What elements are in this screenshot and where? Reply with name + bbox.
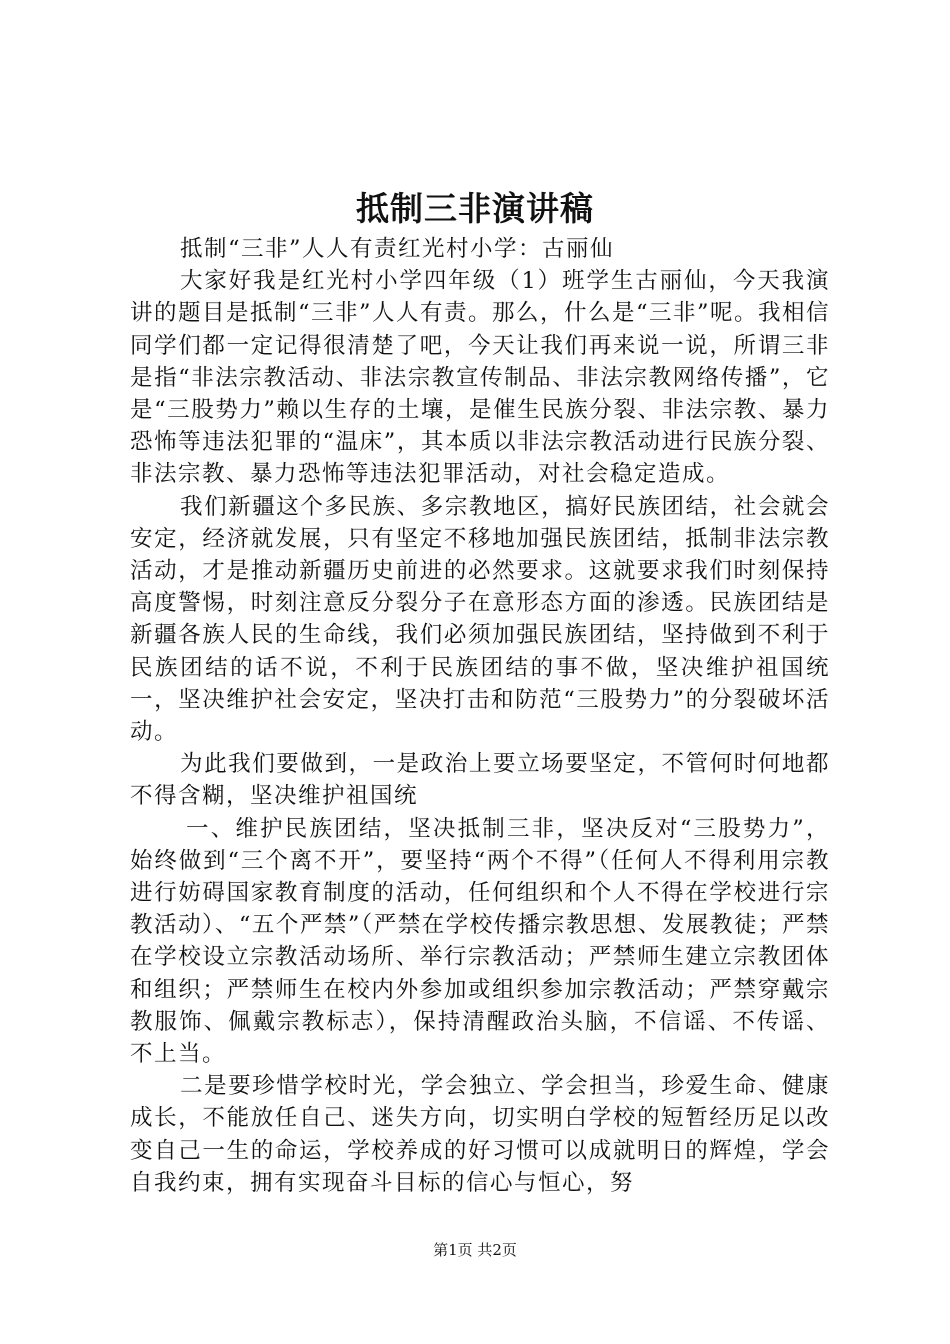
xinjiang-paragraph: 我们新疆这个多民族、多宗教地区，搞好民族团结，社会就会安定，经济就发展，只有坚定不移地加强民族团结，抵制非法宗教活动，才是推动新疆历史前进的必然要求。这就要求我们时刻保持高度警惕，时刻注意反分裂分子在意形态方面的渗透。民族团结是新疆各族人民的生命线，我们必须加强民族团结，坚持做到不利于民族团结的话不说，不利于民族团结的事不做，坚决维护祖国统一，坚决维护社会安定，坚决打击和防范“三股势力”的分裂破坏活动。	[130, 493, 830, 746]
document-body	[130, 233, 830, 1199]
document-title: 抵制三非演讲稿	[356, 189, 594, 228]
intro-paragraph: 大家好我是红光村小学四年级（1）班学生古丽仙，今天我演讲的题目是抵制“三非”人人有责。那么，什么是“三非”呢。我相信同学们都一定记得很清楚了吧，今天让我们再来说一说，所谓三非是指“非法宗教活动、非法宗教宣传制品、非法宗教网络传播”，它是“三股势力”赖以生存的土壤，是催生民族分裂、非法宗教、暴力恐怖等违法犯罪的“温床”，其本质以非法宗教活动进行民族分裂、非法宗教、暴力恐怖等违法犯罪活动，对社会稳定造成。	[130, 268, 831, 488]
unity-paragraph: 一、维护民族团结，坚决抵制三非，坚决反对“三股势力”，始终做到“三个离不开”，要坚持“两个不得”（任何人不得利用宗教进行妨碍国家教育制度的活动，任何组织和个人不得在学校进行宗教活动）、“五个严禁”（严禁在学校传播宗教思想、发展教徒；严禁在学校设立宗教活动场所、举行宗教活动；严禁师生建立宗教团体和组织；严禁师生在校内外参加或组织参加宗教活动；严禁穿戴宗教服饰、佩戴宗教标志），保持清醒政治头脑，不信谣、不传谣、不上当。	[130, 815, 830, 1068]
page-number-footer: 第1页 共2页	[433, 1241, 517, 1259]
first-point-paragraph: 为此我们要做到，一是政治上要立场要坚定，不管何时何地都不得含糊，坚决维护祖国统	[130, 751, 830, 810]
byline-paragraph: 抵制“三非”人人有责红光村小学：古丽仙	[180, 236, 615, 262]
second-point-paragraph: 二是要珍惜学校时光，学会独立、学会担当，珍爱生命、健康成长，不能放任自己、迷失方向，切实明白学校的短暂经历足以改变自己一生的命运，学校养成的好习惯可以成就明日的辉煌，学会自我约束，拥有实现奋斗目标的信心与恒心，努	[130, 1073, 830, 1196]
